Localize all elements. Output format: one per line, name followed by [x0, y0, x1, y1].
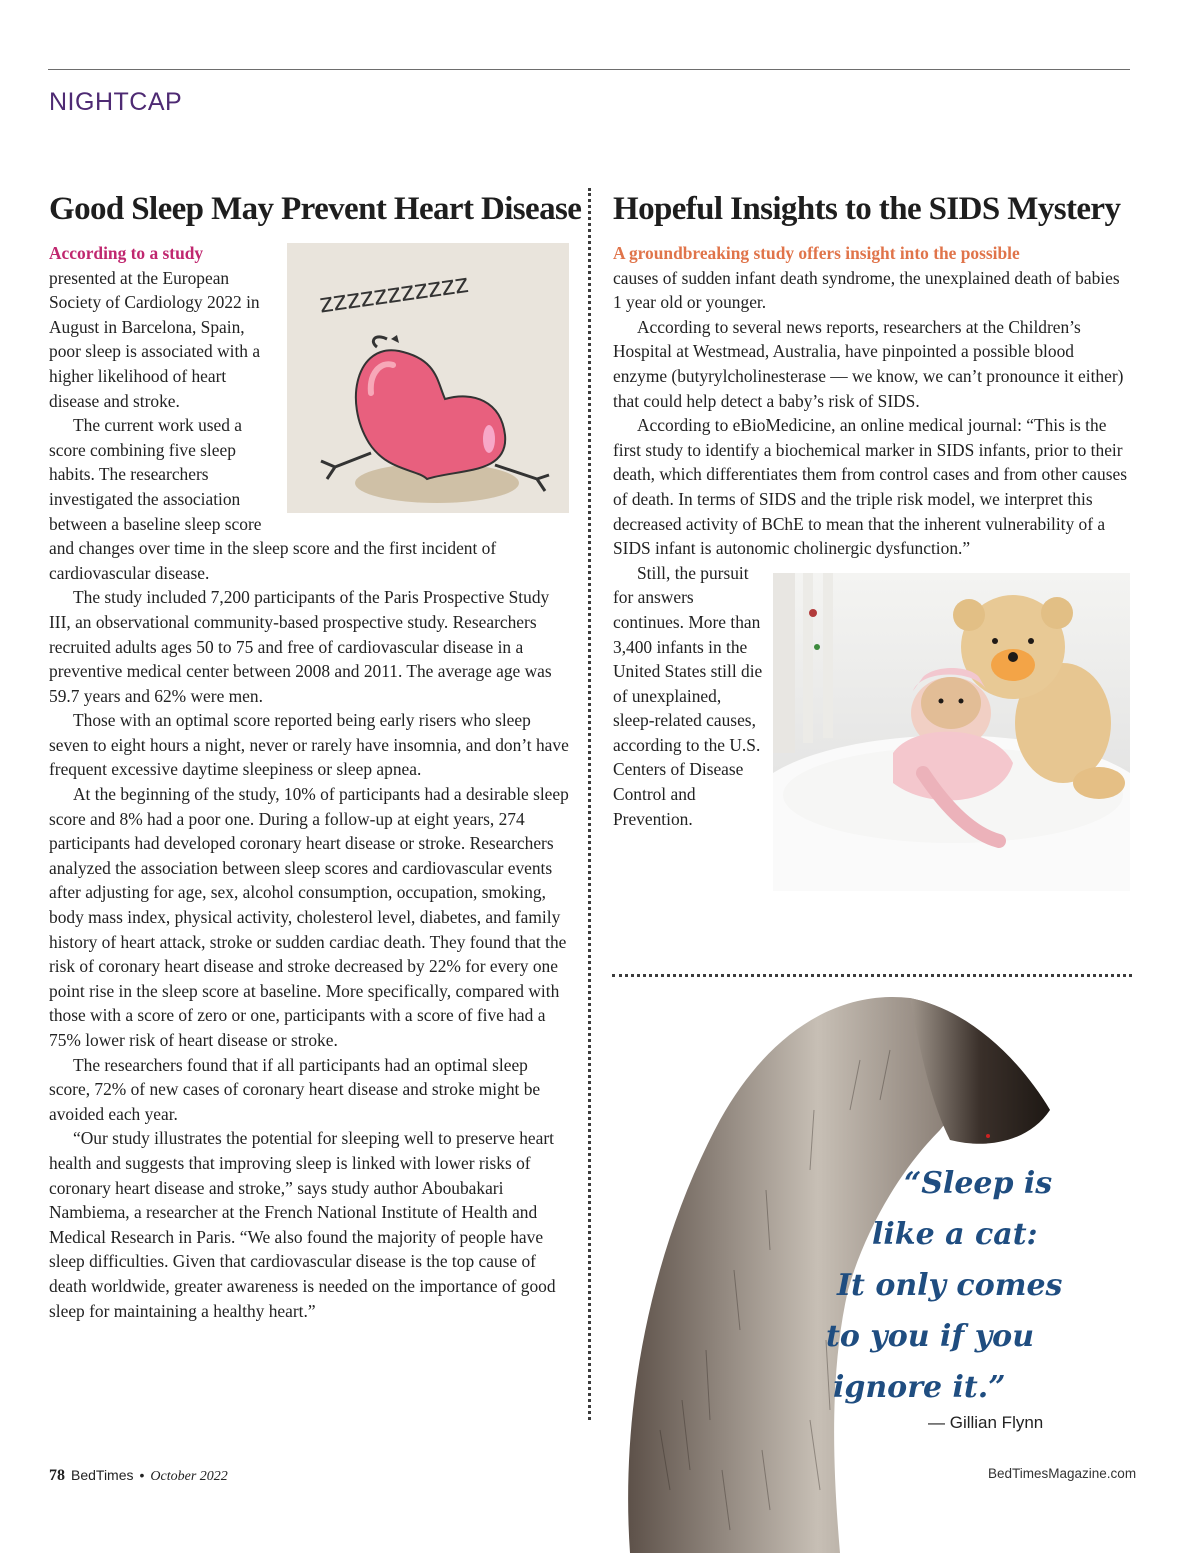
- quote-line-2: like a cat:: [872, 1217, 1038, 1252]
- left-paragraph-2: The current work used a score combining five sleep habits. The researchers investigated the association between a baseline sleep score and changes over time in the sleep score and the first incident of cardiovascular disease.: [49, 415, 497, 583]
- quote-attribution: — Gillian Flynn: [928, 1413, 1044, 1432]
- left-paragraph-4: Those with an optimal score reported being early risers who sleep seven to eight hours a night, never or rarely have insomnia, and don’t have frequent excessive daytime sleepiness or sleep apnea.: [49, 710, 569, 780]
- right-headline: Hopeful Insights to the SIDS Mystery: [613, 191, 1121, 227]
- magazine-name: BedTimes: [71, 1467, 134, 1483]
- left-headline: Good Sleep May Prevent Heart Disease: [49, 191, 582, 227]
- left-paragraph-3: The study included 7,200 participants of the Paris Prospective Study III, an observational community-based prospective study. Researchers recruited adults ages 50 to 75 and free of cardiovascular disease in a preventive medical center between 2008 and 2011. The average age was 59.7 years and 62% were men.: [49, 587, 552, 706]
- quote-line-3: It only comes: [837, 1268, 1063, 1303]
- left-article-body: [49, 241, 569, 1323]
- left-lead: According to a study: [49, 243, 204, 263]
- left-paragraph-5: At the beginning of the study, 10% of participants had a desirable sleep score and 8% had a poor one. During a follow-up at eight years, 274 participants had developed coronary heart disease or stroke. Researchers analyzed the association between sleep scores and cardiovascular events after adjusting for age, sex, alcohol consumption, occupation, smoking, body mass index, physical activity, cholesterol level, diabetes, and family history of heart attack, stroke or sudden cardiac death. They found that the risk of coronary heart disease and stroke decreased by 22% for every one point rise in the sleep score at baseline. More specifically, compared with those with a score of zero or one, participants with a score of five had a 75% lower risk of heart disease or stroke.: [49, 784, 569, 1050]
- left-paragraph-1: presented at the European Society of Cardiology 2022 in August in Barcelona, Spain, poor sleep is associated with a higher likelihood of heart disease and stroke.: [49, 267, 261, 411]
- column-divider: [588, 188, 591, 1420]
- quote-line-1: “Sleep is: [904, 1166, 1053, 1201]
- top-rule: [48, 69, 1130, 70]
- right-article-body: [613, 241, 1130, 895]
- left-paragraph-7: “Our study illustrates the potential for sleeping well to preserve heart health and suggests that improving sleep is linked with lower risks of coronary heart disease and stroke,” says study author Aboubakari Nambiema, a researcher at the French National Institute of Health and Medical Research in Paris. “We also found the majority of people have sleep difficulties. Given that cardiovascular disease is the top cause of death worldwide, greater awareness is needed on the importance of good sleep for maintaining a healthy heart.”: [49, 1128, 556, 1321]
- zzz-text: zzzzzzzzzzz: [317, 268, 471, 320]
- right-lead: A groundbreaking study offers insight into the possible: [613, 243, 1020, 263]
- right-paragraph-2: According to several news reports, researchers at the Children’s Hospital at Westmead, Australia, have pinpointed a possible blood enzyme (butyrylcholinesterase — we know, we can’t pronounce it either) that could help detect a baby’s risk of SIDS.: [613, 316, 1124, 411]
- teddy-bear-photo: [773, 573, 1130, 891]
- issue-date: October 2022: [150, 1469, 228, 1484]
- section-label: NIGHTCAP: [49, 88, 183, 116]
- page-number: 78: [49, 1467, 65, 1484]
- right-paragraph-1: causes of sudden infant death syndrome, the unexplained death of babies 1 year old or younger.: [613, 267, 1120, 313]
- heart-illustration: [287, 243, 569, 513]
- row-divider: [612, 974, 1132, 977]
- footer-separator: •: [139, 1467, 145, 1483]
- footer-left: [49, 1467, 228, 1485]
- right-paragraph-3: According to eBioMedicine, an online medical journal: “This is the first study to identify a biochemical marker in SIDS infants, prior to their death, which differentiates them from control cases and from other causes of death. In terms of SIDS and the triple risk model, we interpret this decreased activity of BChE to mean that the inherent vulnerability of a SIDS infant is autonomic cholinergic dysfunction.”: [613, 415, 1127, 559]
- quote-line-4: to you if you: [826, 1319, 1035, 1354]
- website-url: BedTimesMagazine.com: [988, 1466, 1137, 1481]
- quote-line-5: ignore it.”: [833, 1370, 1006, 1405]
- left-paragraph-6: The researchers found that if all participants had an optimal sleep score, 72% of new cases of coronary heart disease and stroke might be avoided each year.: [49, 1054, 541, 1124]
- right-paragraph-4: Still, the pursuit for answers continues. More than 3,400 infants in the United States still die of unexplained, sleep-related causes, according to the U.S. Centers of Disease Control and Prevention.: [613, 562, 763, 829]
